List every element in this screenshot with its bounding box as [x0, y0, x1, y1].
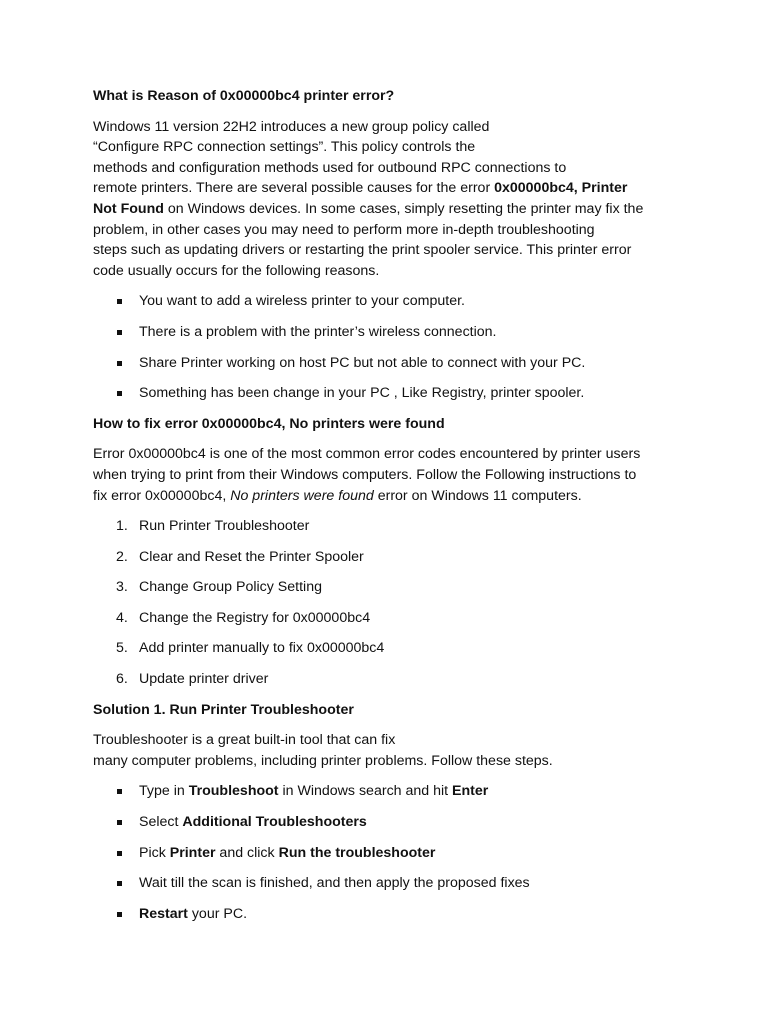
list-item: Restart your PC. — [93, 904, 683, 925]
list-item: Share Printer working on host PC but not able to connect with your PC. — [93, 353, 683, 374]
list-item: You want to add a wireless printer to your computer. — [93, 291, 683, 312]
section-heading-reason: What is Reason of 0x00000bc4 printer error? — [93, 88, 395, 104]
reasons-list — [93, 291, 683, 403]
list-item: Select Additional Troubleshooters — [93, 812, 683, 833]
list-item: 2. Clear and Reset the Printer Spooler — [116, 548, 364, 565]
solution-1-paragraph: Troubleshooter is a great built-in tool that can fix many computer problems, including printer problems. Follow these steps. — [93, 732, 553, 769]
section-heading-how-to-fix: How to fix error 0x00000bc4, No printers were found — [93, 415, 445, 432]
fix-steps-list — [93, 516, 683, 690]
intro-paragraph: Windows 11 version 22H2 introduces a new group policy called “Configure RPC connection settings”. This policy controls the methods and configuration methods used for outbound RPC connections to remote printers. There are several possible causes for the error 0x00000bc4, Printer Not Found on Windows devices. In some cases, simply resetting the printer may fix the problem, in other cases you may need to perform more in-depth troubleshooting steps such as updating drivers or restarting the print spooler service. This printer error code usually occurs for the following reasons. — [93, 118, 644, 279]
list-item: 4. Change the Registry for 0x00000bc4 — [116, 609, 371, 626]
list-item: 1. Run Printer Troubleshooter — [116, 518, 310, 535]
list-item: 5. Add printer manually to fix 0x00000bc4 — [116, 640, 385, 657]
list-item: 3. Change Group Policy Setting — [116, 579, 322, 596]
document-content — [93, 86, 683, 924]
list-item: 6. Update printer driver — [116, 671, 269, 688]
list-item: Pick Printer and click Run the troubleshooter — [93, 843, 683, 864]
list-item: Wait till the scan is finished, and then apply the proposed fixes — [93, 873, 683, 894]
section-heading-solution-1: Solution 1. Run Printer Troubleshooter — [93, 701, 354, 718]
list-item: Something has been change in your PC , Like Registry, printer spooler. — [93, 383, 683, 404]
fix-intro-paragraph: Error 0x00000bc4 is one of the most common error codes encountered by printer users when trying to print from their Windows computers. Follow the Following instructions to fix error 0x00000bc4, No printers were found error on Windows 11 computers. — [93, 446, 641, 504]
solution-1-steps-list — [93, 781, 683, 924]
list-item: Type in Troubleshoot in Windows search and hit Enter — [93, 781, 683, 802]
list-item: There is a problem with the printer’s wireless connection. — [93, 322, 683, 343]
